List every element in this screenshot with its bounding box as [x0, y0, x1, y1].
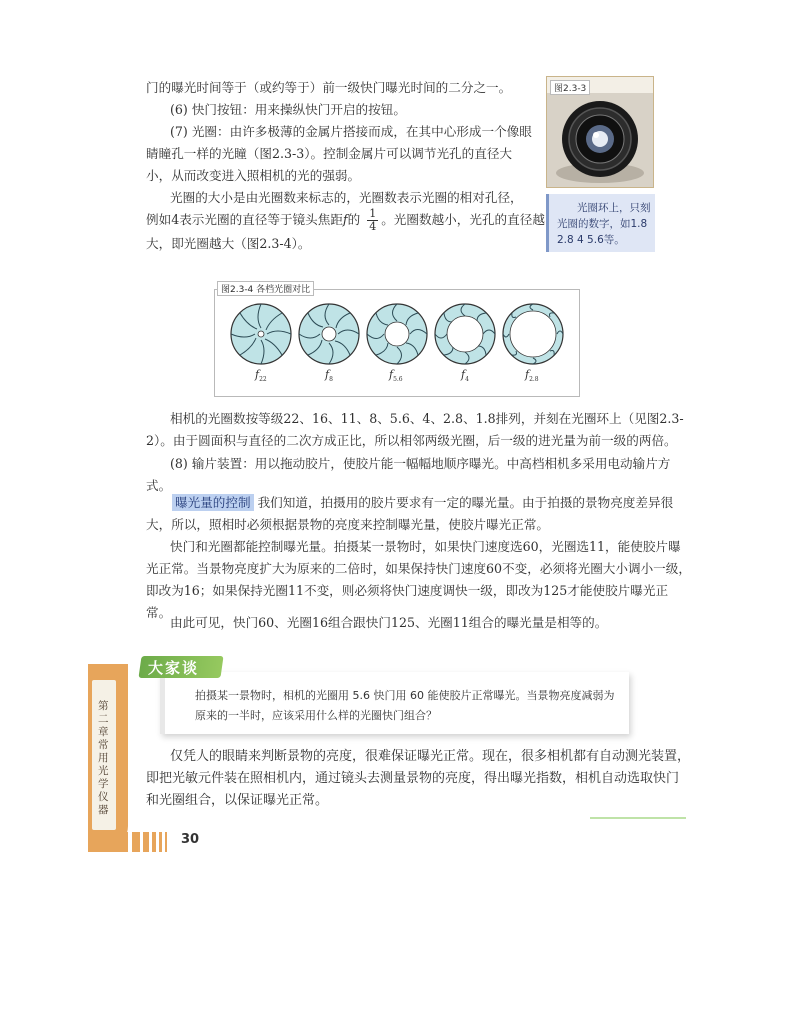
paragraph-aperture: (7) 光圈：由许多极薄的金属片搭接而成，在其中心形成一个像眼睛瞳孔一样的光瞳（图2.3-3）。控制金属片可以调节光孔的直径大小，从而改变进入照相机的光的强弱。	[146, 124, 532, 183]
discussion-text: 拍摄某一景物时，相机的光圈用 5.6 快门用 60 能使胶片正常曝光。当景物亮度减弱为原来的一半时，应该采用什么样的光圈快门组合？	[195, 689, 615, 722]
figure-2-3-4	[214, 289, 580, 397]
paragraph-aperture-number: 光圈的大小是由光圈数来标志的，光圈数表示光圈的相对孔径，	[170, 190, 523, 205]
paragraph-auto-metering: 仅凭人的眼睛来判断景物的亮度，很难保证曝光正常。现在，很多相机都有自动测光装置，即把光敏元件装在照相机内，通过镜头去测量景物的亮度，得出曝光指数，相机自动选取快门和光圈组合，以保证曝光正常。	[146, 749, 691, 808]
example-text-end: 。光圈数越小，光孔的直径越大，即光圈越大（图2.3-4）。	[146, 212, 545, 251]
fraction-numerator: 1	[369, 207, 377, 220]
label-f2-8-sub: 2.8	[529, 376, 539, 384]
page-number: 30	[181, 832, 200, 847]
fraction	[367, 208, 378, 233]
paragraph-conclusion: 由此可见，快门60、光圈16组合跟快门125、光圈11组合的曝光量是相等的。	[170, 615, 608, 630]
figure-2-3-3	[546, 76, 654, 188]
aperture-f5-6-icon	[367, 304, 427, 364]
lens-photo	[547, 93, 653, 187]
camera-lens-icon	[547, 93, 653, 187]
aperture-f22-icon	[231, 304, 291, 364]
example-text: 例如4表示光圈的直径等于镜头焦距	[146, 212, 343, 227]
paragraph-shutter-aperture: 快门和光圈都能控制曝光量。拍摄某一景物时，如果快门速度选60，光圈选11，能使胶片曝光正常。当景物亮度扩大为原来的二倍时，如果保持快门速度60不变，必须将光圈大小调小一级，即改为16；如果保持光圈11不变，则必须将快门速度调快一级，即改为125才能使胶片曝光正常。	[146, 539, 691, 620]
aperture-ring-note-text: 光圈环上，只刻光圈的数字，如1.8 2.8 4 5.6等。	[557, 202, 651, 246]
focal-length-symbol: f	[342, 212, 348, 227]
label-f22	[255, 368, 267, 383]
paragraph-aperture-example	[146, 208, 546, 255]
figure-2-3-3-tag: 图2.3-3	[550, 80, 590, 95]
label-f5-6-sub: 5.6	[393, 376, 403, 384]
label-f2-8-f: f	[525, 368, 530, 381]
aperture-f2-8-icon	[503, 304, 563, 364]
aperture-ring-note	[546, 194, 655, 252]
label-f5-6-f: f	[389, 368, 394, 381]
paragraph-exposure-control	[146, 492, 691, 536]
label-f4-f: f	[461, 368, 466, 381]
label-f4	[461, 368, 469, 383]
label-f4-sub: 4	[465, 376, 469, 384]
of-text: 的	[347, 212, 361, 227]
label-f5-6	[389, 368, 403, 383]
paragraph-shutter-button: (6) 快门按钮：用来操纵快门开启的按钮。	[170, 102, 406, 117]
aperture-f8-icon	[299, 304, 359, 364]
discussion-box	[160, 672, 629, 734]
paragraph-aperture-series: 相机的光圈数按等级22、16、11、8、5.6、4、2.8、1.8排列，并刻在光圈环上（见图2.3-2）。由于圆面积与直径的二次方成正比，所以相邻两级光圈，后一级的进光量为前一级的两倍。	[146, 411, 684, 448]
label-f8	[325, 368, 333, 383]
label-f22-f: f	[255, 368, 260, 381]
exposure-control-heading: 曝光量的控制	[172, 494, 254, 511]
paragraph-film-advance: (8) 输片装置：用以拖动胶片，使胶片能一幅幅地顺序曝光。中高档相机多采用电动输片方式。	[146, 456, 671, 493]
label-f2-8	[525, 368, 539, 383]
exposure-control-text: 我们知道，拍摄用的胶片要求有一定的曝光量。由于拍摄的景物亮度差异很大，所以，照相时必须根据景物的亮度来控制曝光量，使胶片曝光正常。	[146, 495, 674, 532]
fraction-denominator: 4	[369, 220, 377, 233]
decorative-line	[590, 817, 686, 819]
page-number-bar-icon	[88, 830, 170, 854]
label-f22-sub: 22	[259, 376, 267, 384]
aperture-f4-icon	[435, 304, 495, 364]
chapter-tab-text: 第二章 常用光学仪器	[98, 700, 109, 816]
label-f8-f: f	[325, 368, 330, 381]
figure-2-3-4-title: 图2.3-4 各档光圈对比	[217, 281, 314, 296]
paragraph-shutter-time: 门的曝光时间等于（或约等于）前一级快门曝光时间的二分之一。	[146, 80, 512, 95]
discussion-tag: 大家谈	[148, 659, 200, 677]
label-f8-sub: 8	[329, 376, 333, 384]
